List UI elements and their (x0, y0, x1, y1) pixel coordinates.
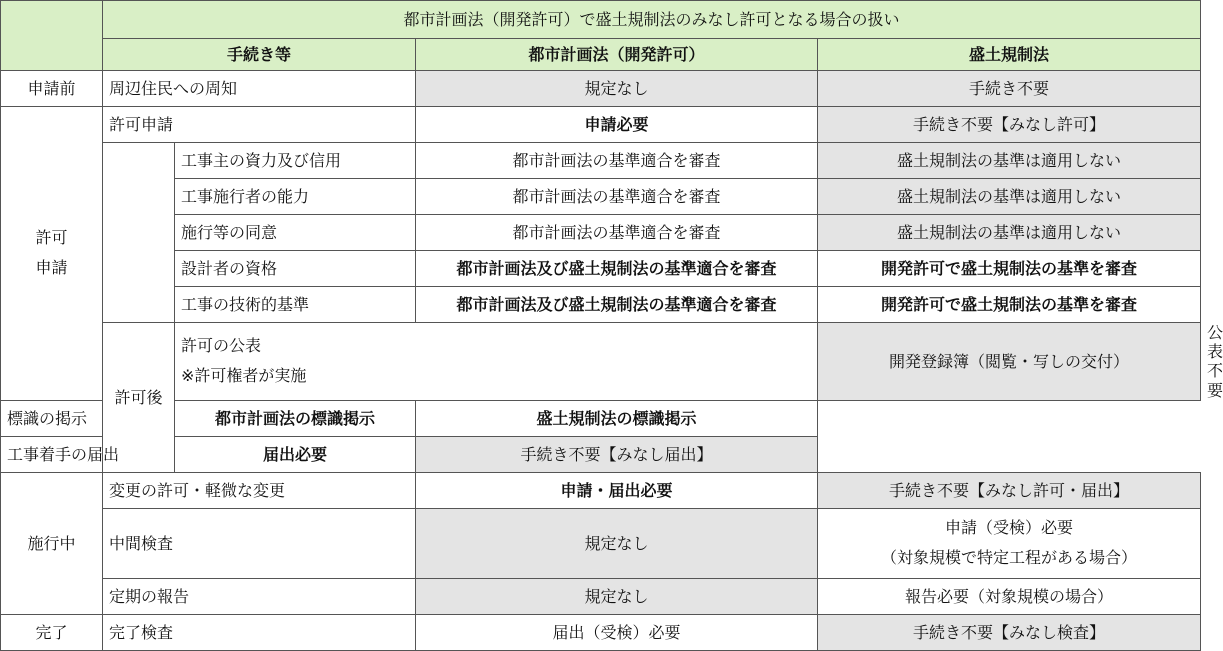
row-morido: 盛土規制法の標識掲示 (416, 400, 818, 436)
row-item: 許可申請 (103, 107, 416, 143)
row-morido-line2: （対象規模で特定工程がある場合） (881, 548, 1138, 568)
row-morido: 開発許可で盛土規制法の基準を審査 (818, 251, 1201, 287)
row-item: 施行等の同意 (175, 215, 416, 251)
row-item-line1: 許可の公表 (181, 335, 262, 355)
category-apply-line2: 申請 (35, 258, 68, 278)
row-item: 変更の許可・軽微な変更 (103, 472, 416, 508)
row-morido: 盛土規制法の基準は適用しない (818, 143, 1201, 179)
row-morido: 報告必要（対象規模の場合） (818, 578, 1201, 614)
category-after: 許可後 (103, 323, 175, 473)
category-during: 施行中 (1, 472, 103, 614)
row-toshi: 都市計画法の基準適合を審査 (416, 143, 818, 179)
row-toshi: 申請必要 (416, 107, 818, 143)
row-toshi: 開発登録簿（閲覧・写しの交付） (818, 323, 1201, 401)
header-toshi: 都市計画法（開発許可） (416, 39, 818, 71)
row-toshi: 都市計画法の基準適合を審査 (416, 215, 818, 251)
row-toshi: 届出必要 (175, 436, 416, 472)
header-morido: 盛土規制法 (818, 39, 1201, 71)
row-morido: 盛土規制法の基準は適用しない (818, 215, 1201, 251)
row-item (175, 323, 818, 401)
indent-spacer (103, 143, 175, 323)
row-toshi: 規定なし (416, 71, 818, 107)
row-item: 中間検査 (103, 508, 416, 578)
row-item: 定期の報告 (103, 578, 416, 614)
row-item: 工事施行者の能力 (175, 179, 416, 215)
category-apply-line1: 許可 (35, 227, 68, 247)
category-before: 申請前 (1, 71, 103, 107)
row-item: 工事着手の届出 (1, 436, 175, 472)
row-morido (818, 508, 1201, 578)
row-item: 設計者の資格 (175, 251, 416, 287)
row-morido: 手続き不要【みなし許可・届出】 (818, 472, 1201, 508)
header-corner (1, 1, 103, 71)
row-morido: 盛土規制法の基準は適用しない (818, 179, 1201, 215)
row-morido: 手続き不要【みなし検査】 (818, 614, 1201, 650)
row-toshi: 届出（受検）必要 (416, 614, 818, 650)
row-toshi: 都市計画法の標識掲示 (175, 400, 416, 436)
row-item-line2: ※許可権者が実施 (181, 366, 307, 386)
row-toshi: 申請・届出必要 (416, 472, 818, 508)
category-apply (1, 107, 103, 401)
comparison-table: 都市計画法（開発許可）で盛土規制法のみなし許可となる場合の扱い 手続き等 都市計画法（開発許可） 盛土規制法 申請前 周辺住民への周知 規定なし 手続き不要 許可 申請 許可申請 申請必要 手続き不要【みなし許可】 工事主の資力及び信用 都市計画法の基準適合を審査 盛土規制法の基準は適用しない 工事施行者の能力 都市計画法の基準適合を審査 盛土規制法の基準は適用しない 施行等の同意 都市計画法の基準適合を審査 盛土規制法の基準は適用しない 設計者の資格 都市計画法及び盛土規制法の基準適合を審査 開発許可で盛土規制法の基準を審査 工事の技術的基準 都市計画法及び盛土規制法の基準適合を審査 開発許可で盛土規制法の基準を審査 許可後 許可の公表 ※許可権者が実施 開発登録簿（閲覧・写しの交付） 公表不要 標識の掲示 都市計画法の標識掲示 盛土規制法の標識掲示 工事着手の届出 届出必要 手続き不要【みなし届出】 施行中 変更の許可・軽微な変更 申請・届出必要 手続き不要【みなし許可・届出】 中間検査 規定なし 申請（受検）必要 （対象規模で特定工程がある場合） 定期の報告 規定なし 報告必要（対象規模の場合） 完了 完了検査 届出（受検）必要 手続き不要【みなし検査】 (0, 0, 1201, 651)
row-item: 工事主の資力及び信用 (175, 143, 416, 179)
category-done: 完了 (1, 614, 103, 650)
row-item: 工事の技術的基準 (175, 287, 416, 323)
row-toshi: 規定なし (416, 578, 818, 614)
row-item: 標識の掲示 (1, 400, 175, 436)
row-morido: 手続き不要【みなし許可】 (818, 107, 1201, 143)
row-toshi: 都市計画法の基準適合を審査 (416, 179, 818, 215)
table-title: 都市計画法（開発許可）で盛土規制法のみなし許可となる場合の扱い (103, 1, 1201, 39)
row-morido: 手続き不要 (818, 71, 1201, 107)
header-procedure: 手続き等 (103, 39, 416, 71)
row-morido-line1: 申請（受検）必要 (945, 517, 1074, 537)
row-toshi: 都市計画法及び盛土規制法の基準適合を審査 (416, 287, 818, 323)
row-morido: 手続き不要【みなし届出】 (416, 436, 818, 472)
row-item: 周辺住民への周知 (103, 71, 416, 107)
row-toshi: 規定なし (416, 508, 818, 578)
row-toshi: 都市計画法及び盛土規制法の基準適合を審査 (416, 251, 818, 287)
row-item: 完了検査 (103, 614, 416, 650)
row-morido: 開発許可で盛土規制法の基準を審査 (818, 287, 1201, 323)
